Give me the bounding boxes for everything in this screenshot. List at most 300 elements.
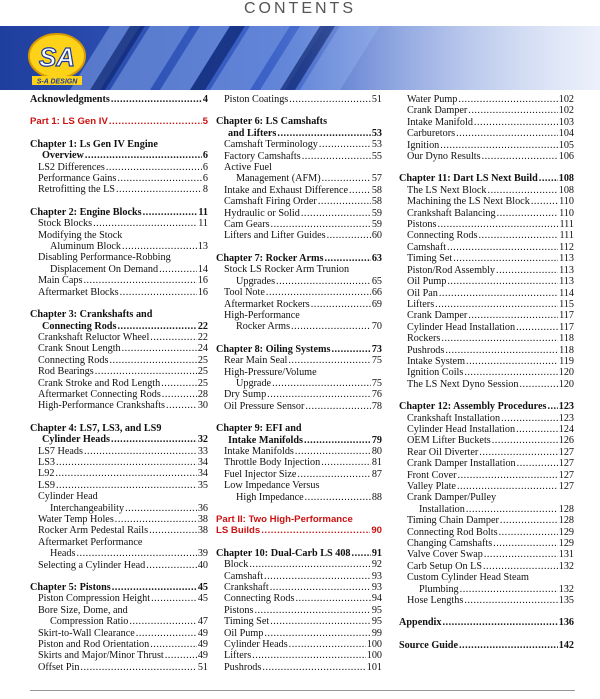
toc-entry[interactable] xyxy=(399,527,574,538)
toc-entry-title: Selecting a Cylinder Head xyxy=(38,559,146,571)
toc-entry-title: Stock Blocks xyxy=(38,218,93,230)
toc-entry[interactable] xyxy=(399,219,574,230)
toc-dot-leader xyxy=(271,219,371,230)
toc-entry[interactable] xyxy=(30,321,208,332)
toc-entry[interactable] xyxy=(399,492,574,503)
toc-page-number: 49 xyxy=(197,627,208,639)
toc-entry[interactable] xyxy=(216,355,382,366)
toc-page-number: 113 xyxy=(559,276,574,288)
toc-entry[interactable] xyxy=(30,616,208,627)
toc-entry[interactable] xyxy=(399,515,574,526)
toc-page-number: 57 xyxy=(371,173,382,185)
toc-page-number: 70 xyxy=(371,321,382,333)
toc-entry[interactable] xyxy=(30,468,208,479)
toc-entry[interactable] xyxy=(216,480,382,491)
toc-entry-title: Pushrods xyxy=(224,661,262,673)
toc-entry[interactable] xyxy=(399,617,574,628)
toc-entry[interactable] xyxy=(216,446,382,457)
toc-spacer xyxy=(216,503,382,514)
toc-entry-title: Oil Pump xyxy=(407,276,447,288)
toc-page-number: 11 xyxy=(198,218,208,230)
toc-dot-leader xyxy=(318,196,371,207)
toc-entry-title: Throttle Body Injection xyxy=(224,457,321,469)
toc-spacer xyxy=(399,606,574,617)
toc-entry[interactable] xyxy=(399,310,574,321)
toc-entry-title: Crank Stroke and Rod Length xyxy=(38,377,161,389)
toc-page-number: 76 xyxy=(371,389,382,401)
toc-entry[interactable] xyxy=(399,117,574,128)
toc-entry[interactable] xyxy=(216,492,382,503)
toc-page-number: 108 xyxy=(558,184,574,196)
toc-page-number: 103 xyxy=(558,116,574,128)
toc-entry[interactable] xyxy=(30,287,208,298)
toc-page-number: 49 xyxy=(197,639,208,651)
toc-entry[interactable] xyxy=(399,561,574,572)
toc-page-number: 16 xyxy=(197,286,208,298)
toc-entry[interactable] xyxy=(399,447,574,458)
toc-entry[interactable] xyxy=(216,378,382,389)
toc-entry[interactable] xyxy=(216,548,382,559)
toc-entry[interactable] xyxy=(216,367,382,378)
toc-entry[interactable] xyxy=(399,401,574,412)
toc-page-number: 127 xyxy=(558,458,574,470)
toc-entry[interactable] xyxy=(30,355,208,366)
toc-entry[interactable] xyxy=(399,333,574,344)
toc-entry-title: Main Caps xyxy=(38,275,83,287)
toc-entry[interactable] xyxy=(399,128,574,139)
toc-entry[interactable] xyxy=(216,344,382,355)
toc-entry[interactable] xyxy=(30,423,208,434)
toc-dot-leader xyxy=(76,548,196,559)
toc-page-number: 40 xyxy=(197,559,208,571)
toc-dot-leader xyxy=(321,457,371,468)
toc-entry[interactable] xyxy=(30,343,208,354)
toc-dot-leader xyxy=(516,322,558,333)
toc-entry-title: LS2 Differences xyxy=(38,161,105,173)
toc-entry-title: Source Guide xyxy=(399,639,458,651)
toc-page-number: 30 xyxy=(197,400,208,412)
toc-entry[interactable] xyxy=(216,616,382,627)
toc-page-number: 69 xyxy=(371,298,382,310)
toc-page-number: 16 xyxy=(197,275,208,287)
toc-page-number: 128 xyxy=(558,515,574,527)
toc-dot-leader xyxy=(349,185,371,196)
toc-entry[interactable] xyxy=(216,94,382,105)
toc-entry[interactable] xyxy=(216,264,382,275)
toc-dot-leader xyxy=(80,662,196,673)
toc-entry[interactable] xyxy=(30,241,208,252)
toc-entry[interactable] xyxy=(216,321,382,332)
toc-dot-leader xyxy=(291,321,371,332)
toc-entry[interactable] xyxy=(216,162,382,173)
toc-dot-leader xyxy=(166,400,197,411)
toc-entry-title: Timing Chain Damper xyxy=(407,515,499,527)
toc-page-number: 65 xyxy=(371,275,382,287)
toc-entry[interactable] xyxy=(30,514,208,525)
toc-entry-title: Carburetors xyxy=(407,128,456,140)
toc-page-number: 22 xyxy=(197,320,208,332)
toc-entry[interactable] xyxy=(399,288,574,299)
toc-dot-leader xyxy=(488,185,558,196)
toc-entry[interactable] xyxy=(30,162,208,173)
toc-page-number: 124 xyxy=(558,423,574,435)
toc-entry-title: Rockers xyxy=(407,333,441,345)
toc-entry[interactable] xyxy=(399,242,574,253)
toc-entry-title: The LS Next Block xyxy=(407,184,487,196)
toc-entry[interactable] xyxy=(216,151,382,162)
toc-entry-title: Connecting Rod Bolts xyxy=(407,526,498,538)
toc-entry-title: Custom Cylinder Head Steam xyxy=(407,572,529,584)
sa-design-logo xyxy=(26,30,88,86)
toc-dot-leader xyxy=(331,344,370,355)
toc-dot-leader xyxy=(106,162,202,173)
toc-entry-title: Low Impedance Versus xyxy=(224,480,320,492)
toc-entry-title: Cylinder Head xyxy=(38,491,98,503)
toc-dot-leader xyxy=(466,356,558,367)
toc-entry[interactable] xyxy=(216,650,382,661)
toc-entry[interactable] xyxy=(216,299,382,310)
toc-entry-title: Front Cover xyxy=(407,469,457,481)
toc-entry[interactable] xyxy=(399,481,574,492)
toc-entry-title: Aftermarket Performance xyxy=(38,536,143,548)
toc-entry[interactable] xyxy=(30,639,208,650)
toc-dot-leader xyxy=(437,219,558,230)
toc-entry[interactable] xyxy=(399,538,574,549)
toc-entry[interactable] xyxy=(30,457,208,468)
toc-entry[interactable] xyxy=(30,309,208,320)
toc-entry-title: Water Temp Holes xyxy=(38,514,114,525)
toc-entry-title: Piston and Rod Orientation xyxy=(38,639,150,651)
toc-entry[interactable] xyxy=(399,208,574,219)
toc-entry-title: Camshaft Firing Order xyxy=(224,196,317,208)
toc-entry-title: Disabling Performance-Robbing xyxy=(38,252,171,264)
toc-dot-leader xyxy=(136,628,197,639)
toc-entry-title: Cam Gears xyxy=(224,219,270,231)
toc-entry[interactable] xyxy=(216,423,382,434)
toc-entry[interactable] xyxy=(399,105,574,116)
toc-entry[interactable] xyxy=(30,503,208,514)
toc-entry[interactable] xyxy=(30,628,208,639)
toc-page-number: 75 xyxy=(371,377,382,389)
toc-entry[interactable] xyxy=(30,434,208,445)
toc-dot-leader xyxy=(270,616,371,627)
toc-column-1 xyxy=(30,94,208,673)
toc-entry[interactable] xyxy=(399,276,574,287)
toc-entry-title: Intake Manifold xyxy=(407,116,473,128)
toc-entry[interactable] xyxy=(399,379,574,390)
toc-entry[interactable] xyxy=(399,458,574,469)
toc-dot-leader xyxy=(267,389,371,400)
toc-entry[interactable] xyxy=(30,582,208,593)
toc-entry[interactable] xyxy=(399,504,574,515)
toc-dot-leader xyxy=(352,548,371,559)
toc-entry[interactable] xyxy=(30,480,208,491)
toc-spacer xyxy=(30,412,208,423)
toc-entry[interactable] xyxy=(30,252,208,263)
toc-entry-title: Rear Main Seal xyxy=(224,355,288,367)
toc-page-number: 22 xyxy=(197,331,208,343)
toc-page-number: 58 xyxy=(371,184,382,196)
toc-page-number: 88 xyxy=(371,491,382,503)
toc-dot-leader xyxy=(319,139,371,150)
toc-dot-leader xyxy=(447,242,558,253)
toc-entry[interactable] xyxy=(216,605,382,616)
toc-dot-leader xyxy=(482,151,558,162)
toc-dot-leader xyxy=(115,514,197,525)
toc-entry[interactable] xyxy=(216,559,382,570)
toc-page-number: 93 xyxy=(371,570,382,582)
toc-entry[interactable] xyxy=(30,275,208,286)
toc-entry-title: Installation xyxy=(419,503,465,515)
toc-entry-title: Chapter 7: Rocker Arms xyxy=(216,252,324,264)
toc-dot-leader xyxy=(84,446,197,457)
toc-entry[interactable] xyxy=(216,219,382,230)
toc-page-number: 25 xyxy=(197,377,208,389)
toc-entry[interactable] xyxy=(216,628,382,639)
toc-dot-leader xyxy=(95,366,197,377)
toc-entry[interactable] xyxy=(216,525,382,536)
toc-entry[interactable] xyxy=(30,116,208,127)
toc-entry-title: Hydraulic or Solid xyxy=(224,207,300,219)
toc-entry-title: Upgrade xyxy=(236,377,272,389)
toc-entry-title: High Impedance xyxy=(236,491,304,503)
toc-entry-title: Crankshaft xyxy=(224,582,269,594)
toc-page-number: 110 xyxy=(559,196,574,208)
toc-page-number: 118 xyxy=(559,344,574,356)
toc-entry[interactable] xyxy=(216,196,382,207)
toc-dot-leader xyxy=(162,389,197,400)
toc-entry[interactable] xyxy=(30,184,208,195)
toc-entry[interactable] xyxy=(30,537,208,548)
toc-entry[interactable] xyxy=(216,571,382,582)
toc-entry[interactable] xyxy=(216,593,382,604)
toc-entry[interactable] xyxy=(399,470,574,481)
toc-dot-leader xyxy=(435,299,558,310)
toc-dot-leader xyxy=(447,276,558,287)
toc-entry[interactable] xyxy=(399,413,574,424)
toc-entry[interactable] xyxy=(30,264,208,275)
toc-dot-leader xyxy=(161,378,197,389)
toc-page-number: 128 xyxy=(558,503,574,515)
toc-entry[interactable] xyxy=(216,230,382,241)
toc-entry[interactable] xyxy=(399,196,574,207)
toc-page-number: 126 xyxy=(558,435,574,447)
toc-entry[interactable] xyxy=(216,514,382,525)
toc-entry[interactable] xyxy=(30,332,208,343)
toc-entry[interactable] xyxy=(30,150,208,161)
toc-entry[interactable] xyxy=(30,446,208,457)
toc-page-number: 59 xyxy=(371,207,382,219)
toc-entry[interactable] xyxy=(216,469,382,480)
toc-entry[interactable] xyxy=(399,185,574,196)
toc-entry[interactable] xyxy=(30,173,208,184)
toc-dot-leader xyxy=(302,151,371,162)
toc-entry[interactable] xyxy=(399,299,574,310)
toc-entry[interactable] xyxy=(216,116,382,127)
toc-entry[interactable] xyxy=(399,356,574,367)
toc-dot-leader xyxy=(264,628,370,639)
toc-entry-title: L92 xyxy=(38,468,55,480)
toc-entry[interactable] xyxy=(216,139,382,150)
svg-text:S-A DESIGN: S-A DESIGN xyxy=(36,78,78,86)
toc-entry[interactable] xyxy=(399,595,574,606)
toc-entry[interactable] xyxy=(399,253,574,264)
toc-entry[interactable] xyxy=(30,593,208,604)
toc-entry[interactable] xyxy=(216,435,382,446)
toc-page-number: 6 xyxy=(202,161,208,173)
toc-dot-leader xyxy=(289,639,366,650)
toc-dot-leader xyxy=(496,265,558,276)
toc-entry[interactable] xyxy=(216,185,382,196)
toc-entry-title: Factory Camshafts xyxy=(224,150,301,162)
toc-dot-leader xyxy=(445,345,558,356)
toc-dot-leader xyxy=(249,559,370,570)
page-title: CONTENTS xyxy=(244,0,356,17)
toc-entry-title: Modifying the Stock xyxy=(38,229,123,241)
toc-dot-leader xyxy=(150,639,197,650)
toc-page-number: 99 xyxy=(371,627,382,639)
toc-entry[interactable] xyxy=(216,662,382,673)
toc-dot-leader xyxy=(165,650,197,661)
toc-spacer xyxy=(399,629,574,640)
toc-entry[interactable] xyxy=(30,218,208,229)
toc-entry[interactable] xyxy=(30,378,208,389)
toc-entry[interactable] xyxy=(216,253,382,264)
toc-entry[interactable] xyxy=(216,457,382,468)
toc-page-number: 94 xyxy=(371,593,382,605)
toc-page-number: 24 xyxy=(197,343,208,355)
toc-entry-title: Crankshaft Installation xyxy=(407,412,501,424)
toc-entry-title: Compression Ratio xyxy=(50,616,129,628)
toc-entry[interactable] xyxy=(30,389,208,400)
toc-page-number: 132 xyxy=(558,583,574,595)
toc-page-number: 79 xyxy=(371,434,382,446)
toc-entry[interactable] xyxy=(216,173,382,184)
toc-entry[interactable] xyxy=(30,662,208,673)
toc-entry-title: Hose Lengths xyxy=(407,595,464,607)
toc-entry[interactable] xyxy=(30,650,208,661)
toc-entry[interactable] xyxy=(399,94,574,105)
toc-page-number: 129 xyxy=(558,538,574,550)
toc-entry[interactable] xyxy=(30,605,208,616)
toc-entry-title: Acknowledgments xyxy=(30,94,110,105)
toc-page-number: 120 xyxy=(558,378,574,390)
toc-dot-leader xyxy=(56,480,197,491)
svg-text:SA: SA xyxy=(38,42,76,72)
toc-entry[interactable] xyxy=(216,276,382,287)
toc-entry[interactable] xyxy=(30,400,208,411)
toc-entry[interactable] xyxy=(216,401,382,412)
toc-page-number: 45 xyxy=(197,593,208,605)
toc-entry[interactable] xyxy=(399,584,574,595)
toc-entry[interactable] xyxy=(399,549,574,560)
toc-spacer xyxy=(399,162,574,173)
toc-entry[interactable] xyxy=(399,173,574,184)
toc-entry[interactable] xyxy=(30,548,208,559)
toc-entry[interactable] xyxy=(216,639,382,650)
toc-dot-leader xyxy=(111,94,202,105)
toc-entry[interactable] xyxy=(399,151,574,162)
toc-entry[interactable] xyxy=(216,389,382,400)
toc-entry[interactable] xyxy=(399,640,574,651)
toc-spacer xyxy=(30,571,208,582)
toc-page-number: 38 xyxy=(197,525,208,537)
toc-entry-title: OEM Lifter Buckets xyxy=(407,435,491,447)
toc-entry[interactable] xyxy=(30,525,208,536)
toc-entry-title: High-Performance Crankshafts xyxy=(38,400,166,412)
toc-dot-leader xyxy=(266,287,371,298)
toc-entry[interactable] xyxy=(399,435,574,446)
toc-spacer xyxy=(30,196,208,207)
toc-entry[interactable] xyxy=(399,322,574,333)
toc-dot-leader xyxy=(311,299,371,310)
toc-dot-leader xyxy=(457,481,558,492)
toc-entry[interactable] xyxy=(30,366,208,377)
toc-dot-leader xyxy=(500,515,558,526)
toc-entry[interactable] xyxy=(216,208,382,219)
toc-entry[interactable] xyxy=(216,128,382,139)
toc-page-number: 117 xyxy=(559,321,574,333)
toc-entry[interactable] xyxy=(399,265,574,276)
toc-dot-leader xyxy=(85,150,202,161)
toc-entry[interactable] xyxy=(216,310,382,321)
toc-entry-title: Cylinder Heads xyxy=(42,434,111,446)
toc-entry[interactable] xyxy=(399,230,574,241)
toc-entry[interactable] xyxy=(30,139,208,150)
toc-dot-leader xyxy=(520,379,558,390)
toc-dot-leader xyxy=(56,457,197,468)
toc-page-number: 123 xyxy=(558,401,574,413)
toc-entry[interactable] xyxy=(30,94,208,105)
toc-entry[interactable] xyxy=(399,367,574,378)
toc-entry-title: Water Pump xyxy=(407,94,458,105)
toc-page-number: 110 xyxy=(559,207,574,219)
toc-entry-title: Fuel Injector Size xyxy=(224,468,297,480)
toc-page-number: 111 xyxy=(559,219,574,231)
toc-entry[interactable] xyxy=(30,560,208,571)
toc-page-number: 123 xyxy=(558,412,574,424)
toc-entry[interactable] xyxy=(30,207,208,218)
toc-entry[interactable] xyxy=(399,424,574,435)
toc-entry-title: LS Builds xyxy=(216,525,261,537)
toc-dot-leader xyxy=(117,321,196,332)
toc-dot-leader xyxy=(125,503,197,514)
toc-page-number: 45 xyxy=(197,582,208,594)
toc-dot-leader xyxy=(493,538,558,549)
toc-page-number: 6 xyxy=(202,150,208,162)
toc-dot-leader xyxy=(150,332,197,343)
toc-entry[interactable] xyxy=(399,140,574,151)
toc-dot-leader xyxy=(499,527,558,538)
toc-entry-title: Camshaft xyxy=(224,570,264,582)
toc-entry[interactable] xyxy=(30,230,208,241)
toc-entry[interactable] xyxy=(399,345,574,356)
toc-page-number: 113 xyxy=(559,264,574,276)
toc-entry[interactable] xyxy=(216,287,382,298)
toc-page-number: 36 xyxy=(197,502,208,514)
toc-entry[interactable] xyxy=(30,491,208,502)
toc-entry-title: Displacement On Demand xyxy=(50,263,159,275)
toc-dot-leader xyxy=(517,458,558,469)
toc-page-number: 108 xyxy=(558,173,574,185)
toc-entry-title: Aftermarket Connecting Rods xyxy=(38,388,161,400)
toc-entry[interactable] xyxy=(216,582,382,593)
toc-page-number: 33 xyxy=(197,445,208,457)
toc-entry[interactable] xyxy=(399,572,574,583)
toc-page-number: 115 xyxy=(559,298,574,310)
toc-spacer xyxy=(216,333,382,344)
toc-spacer xyxy=(216,537,382,548)
